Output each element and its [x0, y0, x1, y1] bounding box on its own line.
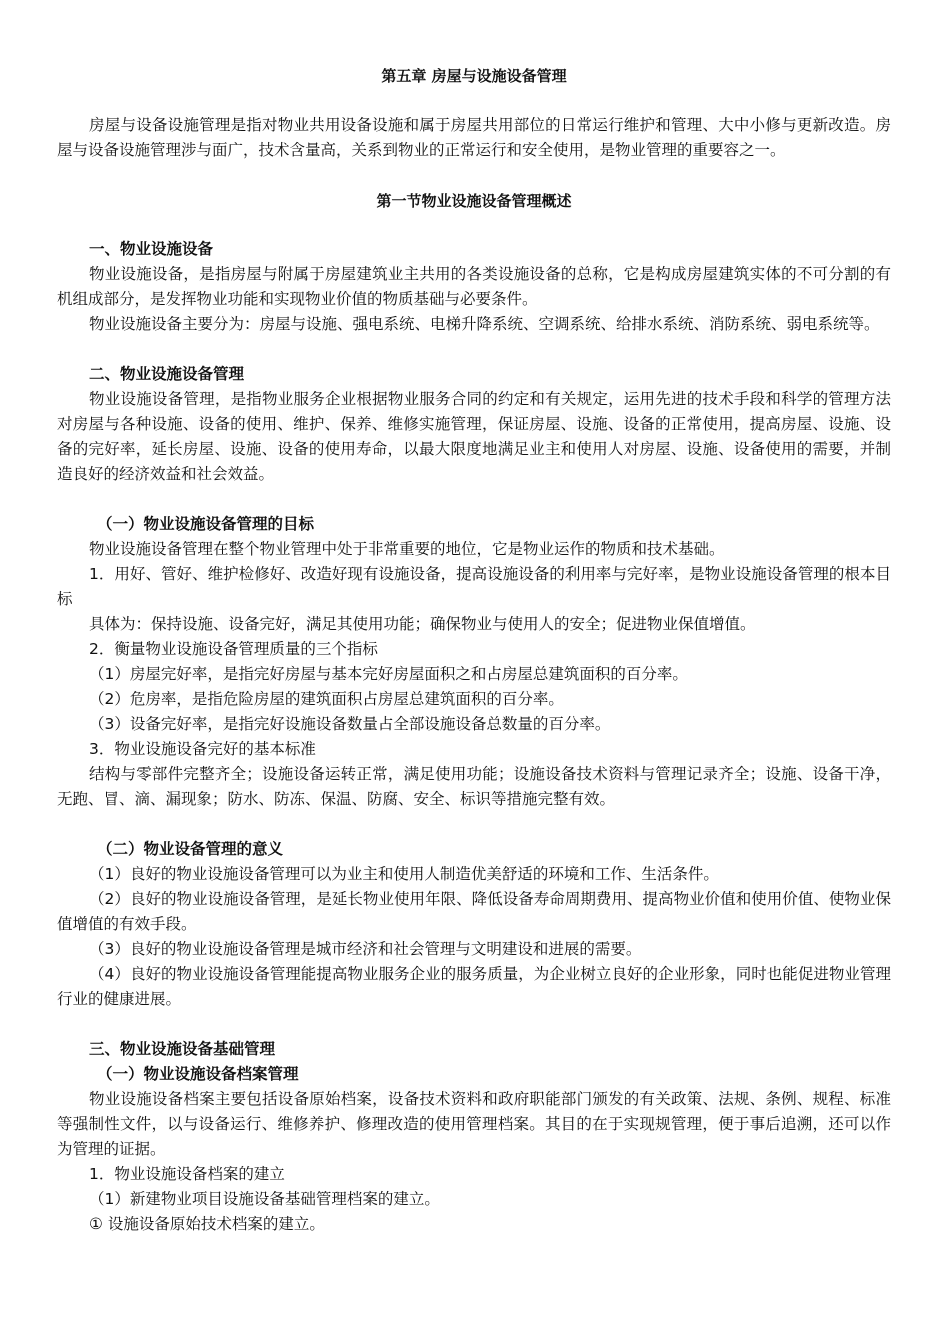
- paragraph: （1）新建物业项目设施设备基础管理档案的建立。: [89, 1190, 440, 1208]
- paragraph: 物业设施设备管理，是指物业服务企业根据物业服务合同的约定和有关规定，运用先进的技术手段和科学的管理方法对房屋与各种设施、设备的使用、维护、保养、维修实施管理，保证房屋、设施、设备的正常使用，提高房屋、设施、设备的完好率，延长房屋、设施、设备的使用寿命，以最大限度地满足业主和使用人对房屋、设施、设备使用的需要，并制造良好的经济效益和社会效益。: [57, 390, 891, 483]
- section-title: 第一节物业设施设备管理概述: [376, 192, 572, 210]
- paragraph: （2）危房率，是指危险房屋的建筑面积占房屋总建筑面积的百分率。: [89, 690, 564, 708]
- paragraph: 物业设施设备，是指房屋与附属于房屋建筑业主共用的各类设施设备的总称，它是构成房屋建筑实体的不可分割的有机组成部分，是发挥物业功能和实现物业价值的物质基础与必要条件。: [57, 265, 891, 308]
- paragraph: 1．用好、管好、维护检修好、改造好现有设施设备，提高设施设备的利用率与完好率，是物业设施设备管理的根本目标: [57, 565, 891, 608]
- heading-facilities: 一、物业设施设备: [89, 240, 214, 258]
- paragraph: 物业设施设备档案主要包括设备原始档案，设备技术资料和政府职能部门颁发的有关政策、法规、条例、规程、标准等强制性文件，以与设备运行、维修养护、修理改造的使用管理档案。其目的在于实现规管理，便于事后追溯，还可以作为管理的证据。: [57, 1090, 891, 1158]
- paragraph: （2）良好的物业设施设备管理，是延长物业使用年限、降低设备寿命周期费用、提高物业价值和使用价值、使物业保值增值的有效手段。: [57, 890, 891, 933]
- paragraph: （1）良好的物业设施设备管理可以为业主和使用人制造优美舒适的环境和工作、生活条件。: [89, 865, 719, 883]
- paragraph: 2．衡量物业设施设备管理质量的三个指标: [89, 640, 378, 658]
- paragraph: 1．物业设施设备档案的建立: [89, 1165, 285, 1183]
- paragraph: ① 设施设备原始技术档案的建立。: [89, 1215, 325, 1233]
- heading-management-meaning: （二）物业设备管理的意义: [97, 840, 284, 858]
- paragraph: （3）设备完好率，是指完好设施设备数量占全部设施设备总数量的百分率。: [89, 715, 611, 733]
- paragraph: （1）房屋完好率，是指完好房屋与基本完好房屋面积之和占房屋总建筑面积的百分率。: [89, 665, 688, 683]
- heading-archive-management: （一）物业设施设备档案管理: [97, 1065, 299, 1083]
- document-page: [57, 66, 891, 1237]
- paragraph: 物业设施设备主要分为：房屋与设施、强电系统、电梯升降系统、空调系统、给排水系统、消防系统、弱电系统等。: [89, 315, 880, 333]
- paragraph: （3）良好的物业设施设备管理是城市经济和社会管理与文明建设和进展的需要。: [89, 940, 642, 958]
- chapter-title: 第五章 房屋与设施设备管理: [381, 67, 567, 85]
- heading-management-goals: （一）物业设施设备管理的目标: [97, 515, 315, 533]
- paragraph: 物业设施设备管理在整个物业管理中处于非常重要的地位，它是物业运作的物质和技术基础。: [89, 540, 725, 558]
- paragraph: （4）良好的物业设施设备管理能提高物业服务企业的服务质量，为企业树立良好的企业形象，同时也能促进物业管理行业的健康进展。: [57, 965, 891, 1008]
- heading-basic-management: 三、物业设施设备基础管理: [89, 1040, 276, 1058]
- paragraph: 具体为：保持设施、设备完好，满足其使用功能；确保物业与使用人的安全；促进物业保值增值。: [89, 615, 756, 633]
- heading-facilities-management: 二、物业设施设备管理: [89, 365, 245, 383]
- paragraph: 3．物业设施设备完好的基本标准: [89, 740, 316, 758]
- intro-paragraph: 房屋与设备设施管理是指对物业共用设备设施和属于房屋共用部位的日常运行维护和管理、大中小修与更新改造。房屋与设备设施管理涉与面广，技术含量高，关系到物业的正常运行和安全使用，是物业管理的重要容之一。: [57, 116, 891, 159]
- paragraph: 结构与零部件完整齐全；设施设备运转正常，满足使用功能；设施设备技术资料与管理记录齐全；设施、设备干净，无跑、冒、滴、漏现象；防水、防冻、保温、防腐、安全、标识等措施完整有效。: [57, 765, 891, 808]
